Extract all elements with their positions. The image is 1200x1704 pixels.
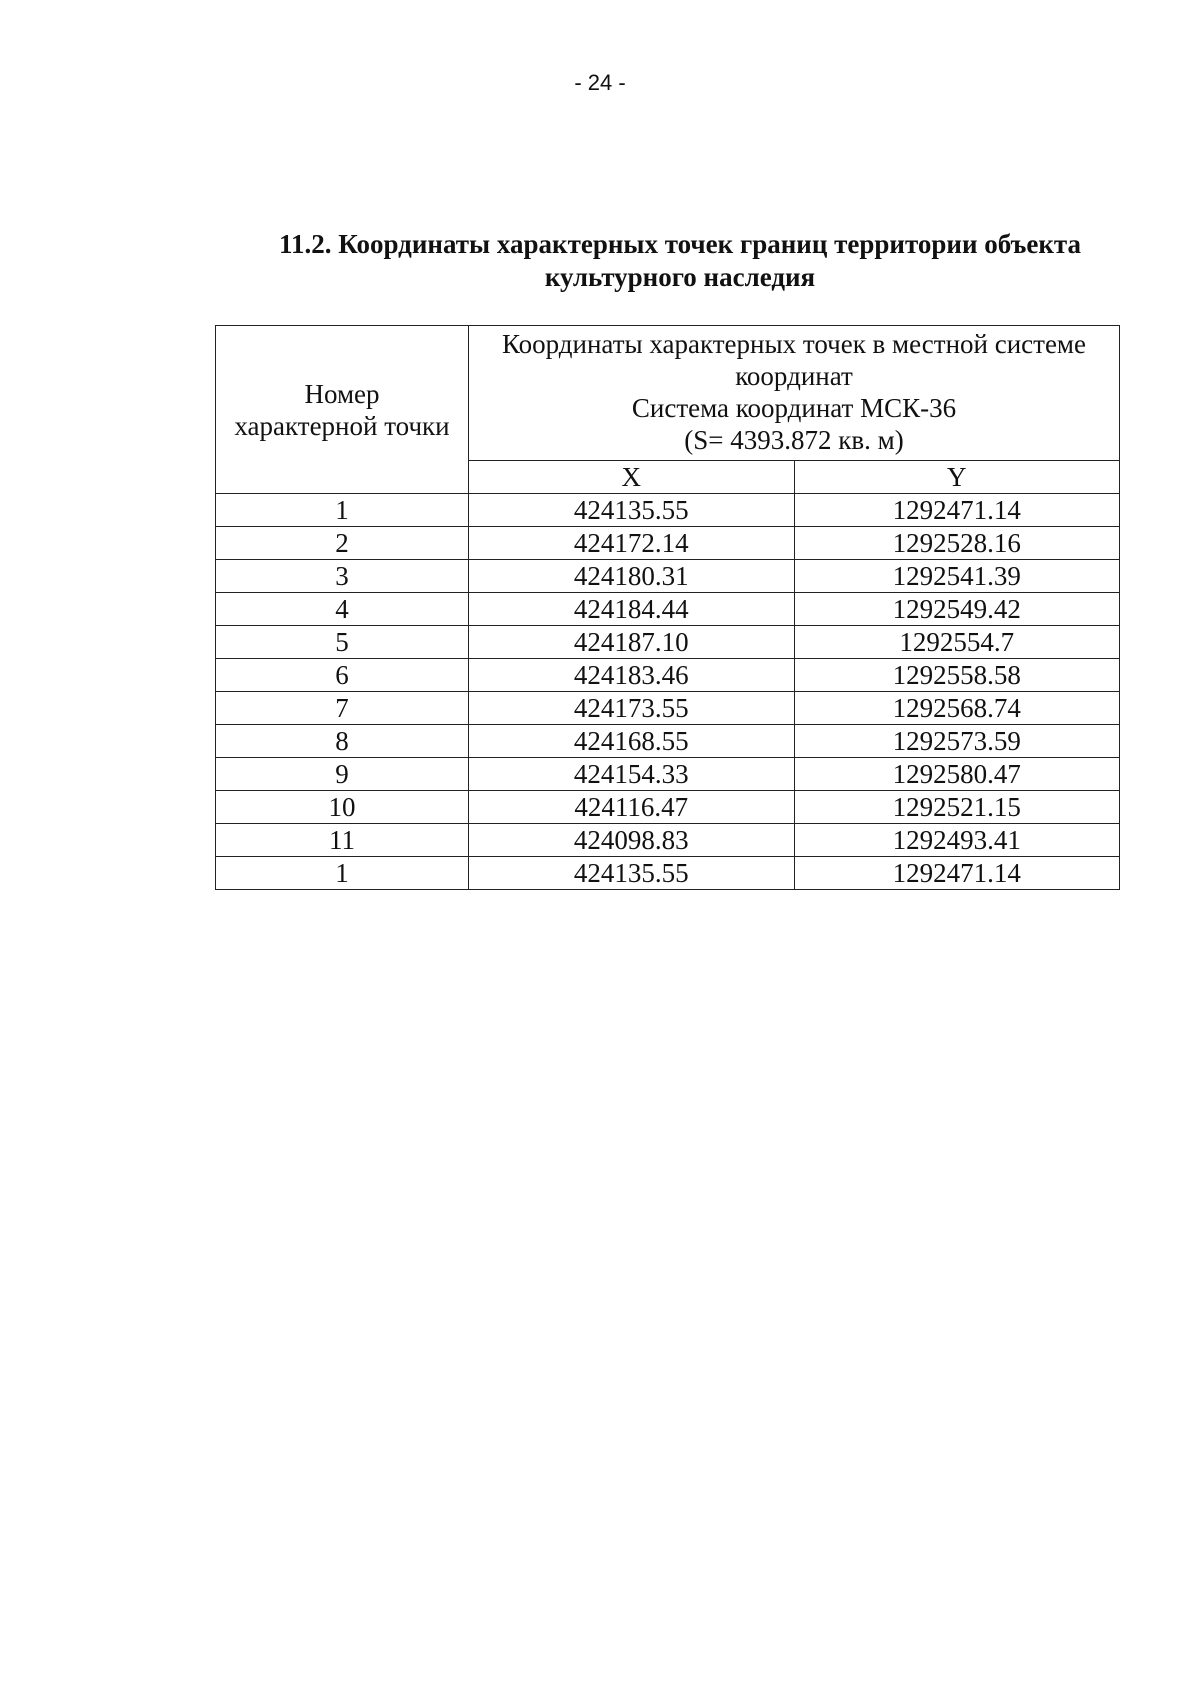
- point-number-cell: 9: [216, 758, 469, 791]
- point-number-cell: 11: [216, 824, 469, 857]
- section-title-line-2: культурного наследия: [544, 262, 816, 292]
- x-cell: 424154.33: [469, 758, 795, 791]
- y-cell: 1292541.39: [794, 560, 1120, 593]
- point-number-cell: 7: [216, 692, 469, 725]
- x-cell: 424184.44: [469, 593, 795, 626]
- x-cell: 424116.47: [469, 791, 795, 824]
- table-row: [216, 857, 1120, 890]
- x-column-header: X: [469, 461, 795, 494]
- point-number-cell: 8: [216, 725, 469, 758]
- point-number-cell: 10: [216, 791, 469, 824]
- point-number-cell: 5: [216, 626, 469, 659]
- table-row: [216, 758, 1120, 791]
- point-number-cell: 4: [216, 593, 469, 626]
- table-row: [216, 824, 1120, 857]
- point-number-cell: 2: [216, 527, 469, 560]
- y-cell: 1292580.47: [794, 758, 1120, 791]
- y-cell: 1292568.74: [794, 692, 1120, 725]
- x-cell: 424168.55: [469, 725, 795, 758]
- y-column-header: Y: [794, 461, 1120, 494]
- x-cell: 424187.10: [469, 626, 795, 659]
- section-title-line-1: 11.2. Координаты характерных точек границ территории объекта: [279, 229, 1081, 259]
- x-cell: 424098.83: [469, 824, 795, 857]
- y-cell: 1292471.14: [794, 857, 1120, 890]
- coords-header-line-1: Координаты характерных точек в местной системе: [501, 329, 1087, 359]
- x-cell: 424180.31: [469, 560, 795, 593]
- coords-header-line-2: координат: [735, 361, 853, 391]
- point-number-cell: 1: [216, 494, 469, 527]
- coords-header-line-4: (S= 4393.872 кв. м): [684, 425, 904, 455]
- coordinates-table: [215, 325, 1120, 890]
- y-cell: 1292558.58: [794, 659, 1120, 692]
- y-cell: 1292549.42: [794, 593, 1120, 626]
- x-cell: 424183.46: [469, 659, 795, 692]
- x-cell: 424173.55: [469, 692, 795, 725]
- table-row: [216, 791, 1120, 824]
- y-cell: 1292493.41: [794, 824, 1120, 857]
- point-header-line-1: Номер: [304, 378, 380, 409]
- point-number-cell: 3: [216, 560, 469, 593]
- y-cell: 1292528.16: [794, 527, 1120, 560]
- page-number: - 24 -: [574, 70, 626, 95]
- table-header-row: [216, 326, 1120, 461]
- table-row: [216, 626, 1120, 659]
- point-number-cell: 6: [216, 659, 469, 692]
- x-cell: 424172.14: [469, 527, 795, 560]
- point-header-line-2: характерной точки: [234, 410, 450, 441]
- table-row: [216, 527, 1120, 560]
- table-row: [216, 560, 1120, 593]
- y-cell: 1292521.15: [794, 791, 1120, 824]
- table-row: [216, 494, 1120, 527]
- coords-header-line-3: Система координат МСК-36: [631, 393, 957, 423]
- y-cell: 1292471.14: [794, 494, 1120, 527]
- x-cell: 424135.55: [469, 494, 795, 527]
- table-row: [216, 593, 1120, 626]
- point-number-cell: 1: [216, 857, 469, 890]
- y-cell: 1292554.7: [794, 626, 1120, 659]
- point-number-header: [216, 326, 469, 494]
- x-cell: 424135.55: [469, 857, 795, 890]
- coordinate-system-header: [469, 326, 1120, 461]
- section-title: [200, 228, 1160, 294]
- table-row: [216, 692, 1120, 725]
- table-row: [216, 659, 1120, 692]
- table-row: [216, 725, 1120, 758]
- y-cell: 1292573.59: [794, 725, 1120, 758]
